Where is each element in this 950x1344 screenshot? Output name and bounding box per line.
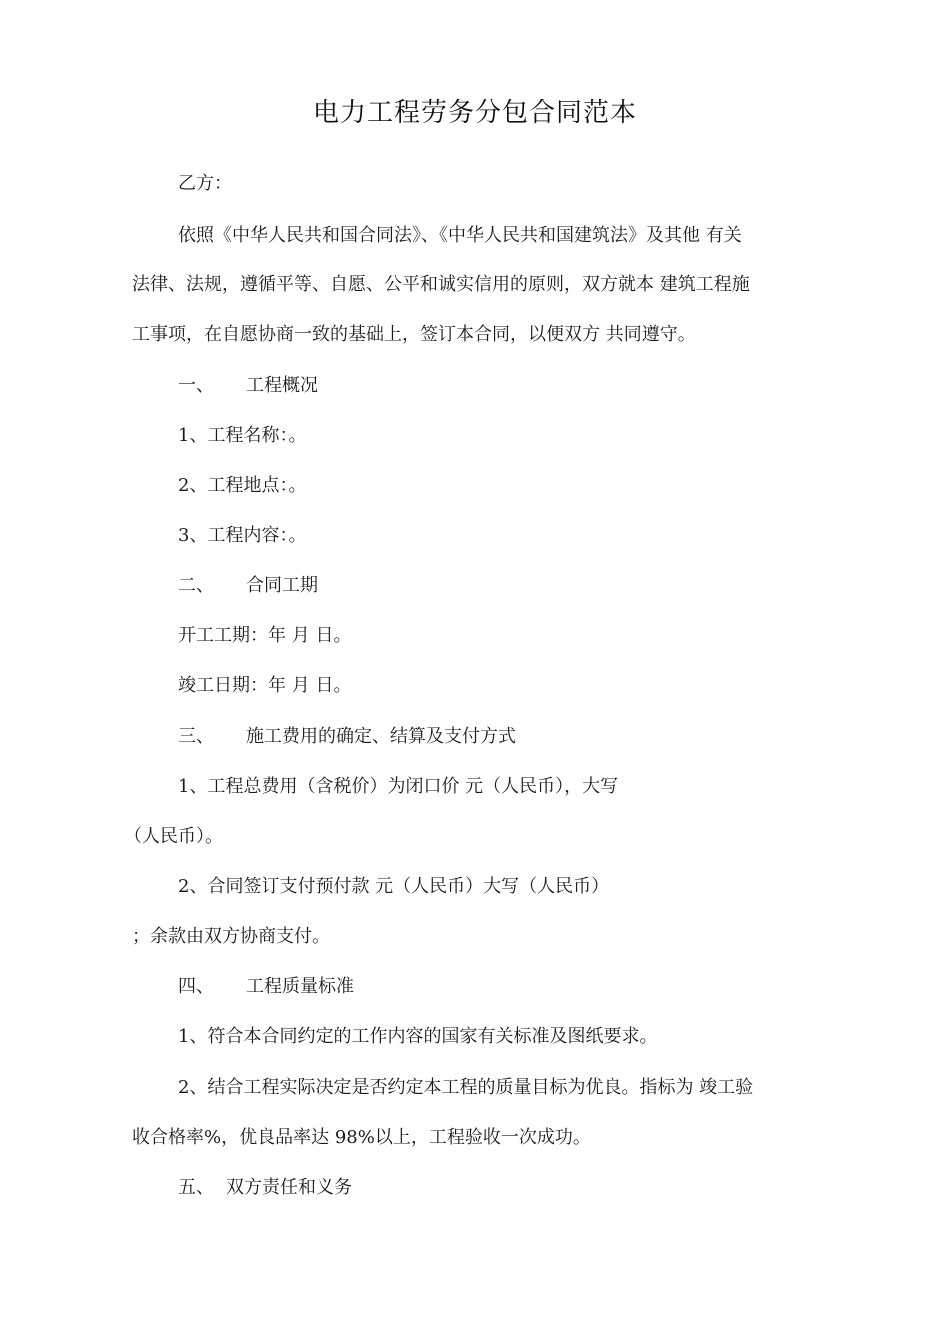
section-number: 五、 [178, 1177, 214, 1198]
section-title: 施工费用的确定、结算及支付方式 [246, 726, 516, 747]
section-title: 合同工期 [246, 575, 318, 596]
quality-standard-item-2-line-2: 收合格率%，优良品率达 98%以上，工程验收一次成功。 [132, 1127, 591, 1148]
project-name-item: 1、工程名称：。 [178, 425, 307, 446]
section-number: 三、 [178, 726, 214, 747]
section-title: 工程质量标准 [246, 976, 354, 997]
section-title: 双方责任和义务 [226, 1177, 352, 1198]
section-heading-1 [178, 374, 318, 398]
completion-date-item: 竣工日期：年 月 日。 [178, 675, 352, 696]
document-title: 电力工程劳务分包合同范本 [312, 98, 637, 128]
section-heading-2 [178, 574, 318, 598]
section-title: 工程概况 [246, 375, 318, 396]
intro-paragraph-line-1: 依照《中华人民共和国合同法》、《中华人民共和国建筑法》及其他 有关 [178, 225, 742, 246]
total-fee-item-line-1: 1、工程总费用（含税价）为闭口价 元（人民币），大写 [178, 776, 619, 797]
intro-paragraph-line-2: 法律、法规，遵循平等、自愿、公平和诚实信用的原则，双方就本 建筑工程施 [132, 274, 750, 295]
section-heading-3 [178, 725, 516, 749]
section-heading-5 [178, 1176, 352, 1200]
total-fee-item-line-2: （人民币）。 [124, 826, 223, 847]
quality-standard-item-1: 1、符合本合同约定的工作内容的国家有关标准及图纸要求。 [178, 1026, 658, 1047]
advance-payment-item-line-1: 2、合同签订支付预付款 元（人民币）大写（人民币） [178, 876, 610, 897]
party-b-label: 乙方： [178, 173, 232, 194]
section-number: 四、 [178, 976, 214, 997]
intro-paragraph-line-3: 工事项，在自愿协商一致的基础上，签订本合同，以便双方 共同遵守。 [132, 324, 696, 345]
section-heading-4 [178, 975, 354, 999]
start-date-item: 开工工期：年 月 日。 [178, 625, 352, 646]
project-content-item: 3、工程内容：。 [178, 525, 307, 546]
quality-standard-item-2-line-1: 2、结合工程实际决定是否约定本工程的质量目标为优良。指标为 竣工验 [178, 1077, 754, 1098]
section-number: 一、 [178, 375, 214, 396]
advance-payment-item-line-2: ；余款由双方协商支付。 [132, 926, 330, 947]
project-location-item: 2、工程地点：。 [178, 475, 307, 496]
section-number: 二、 [178, 575, 214, 596]
